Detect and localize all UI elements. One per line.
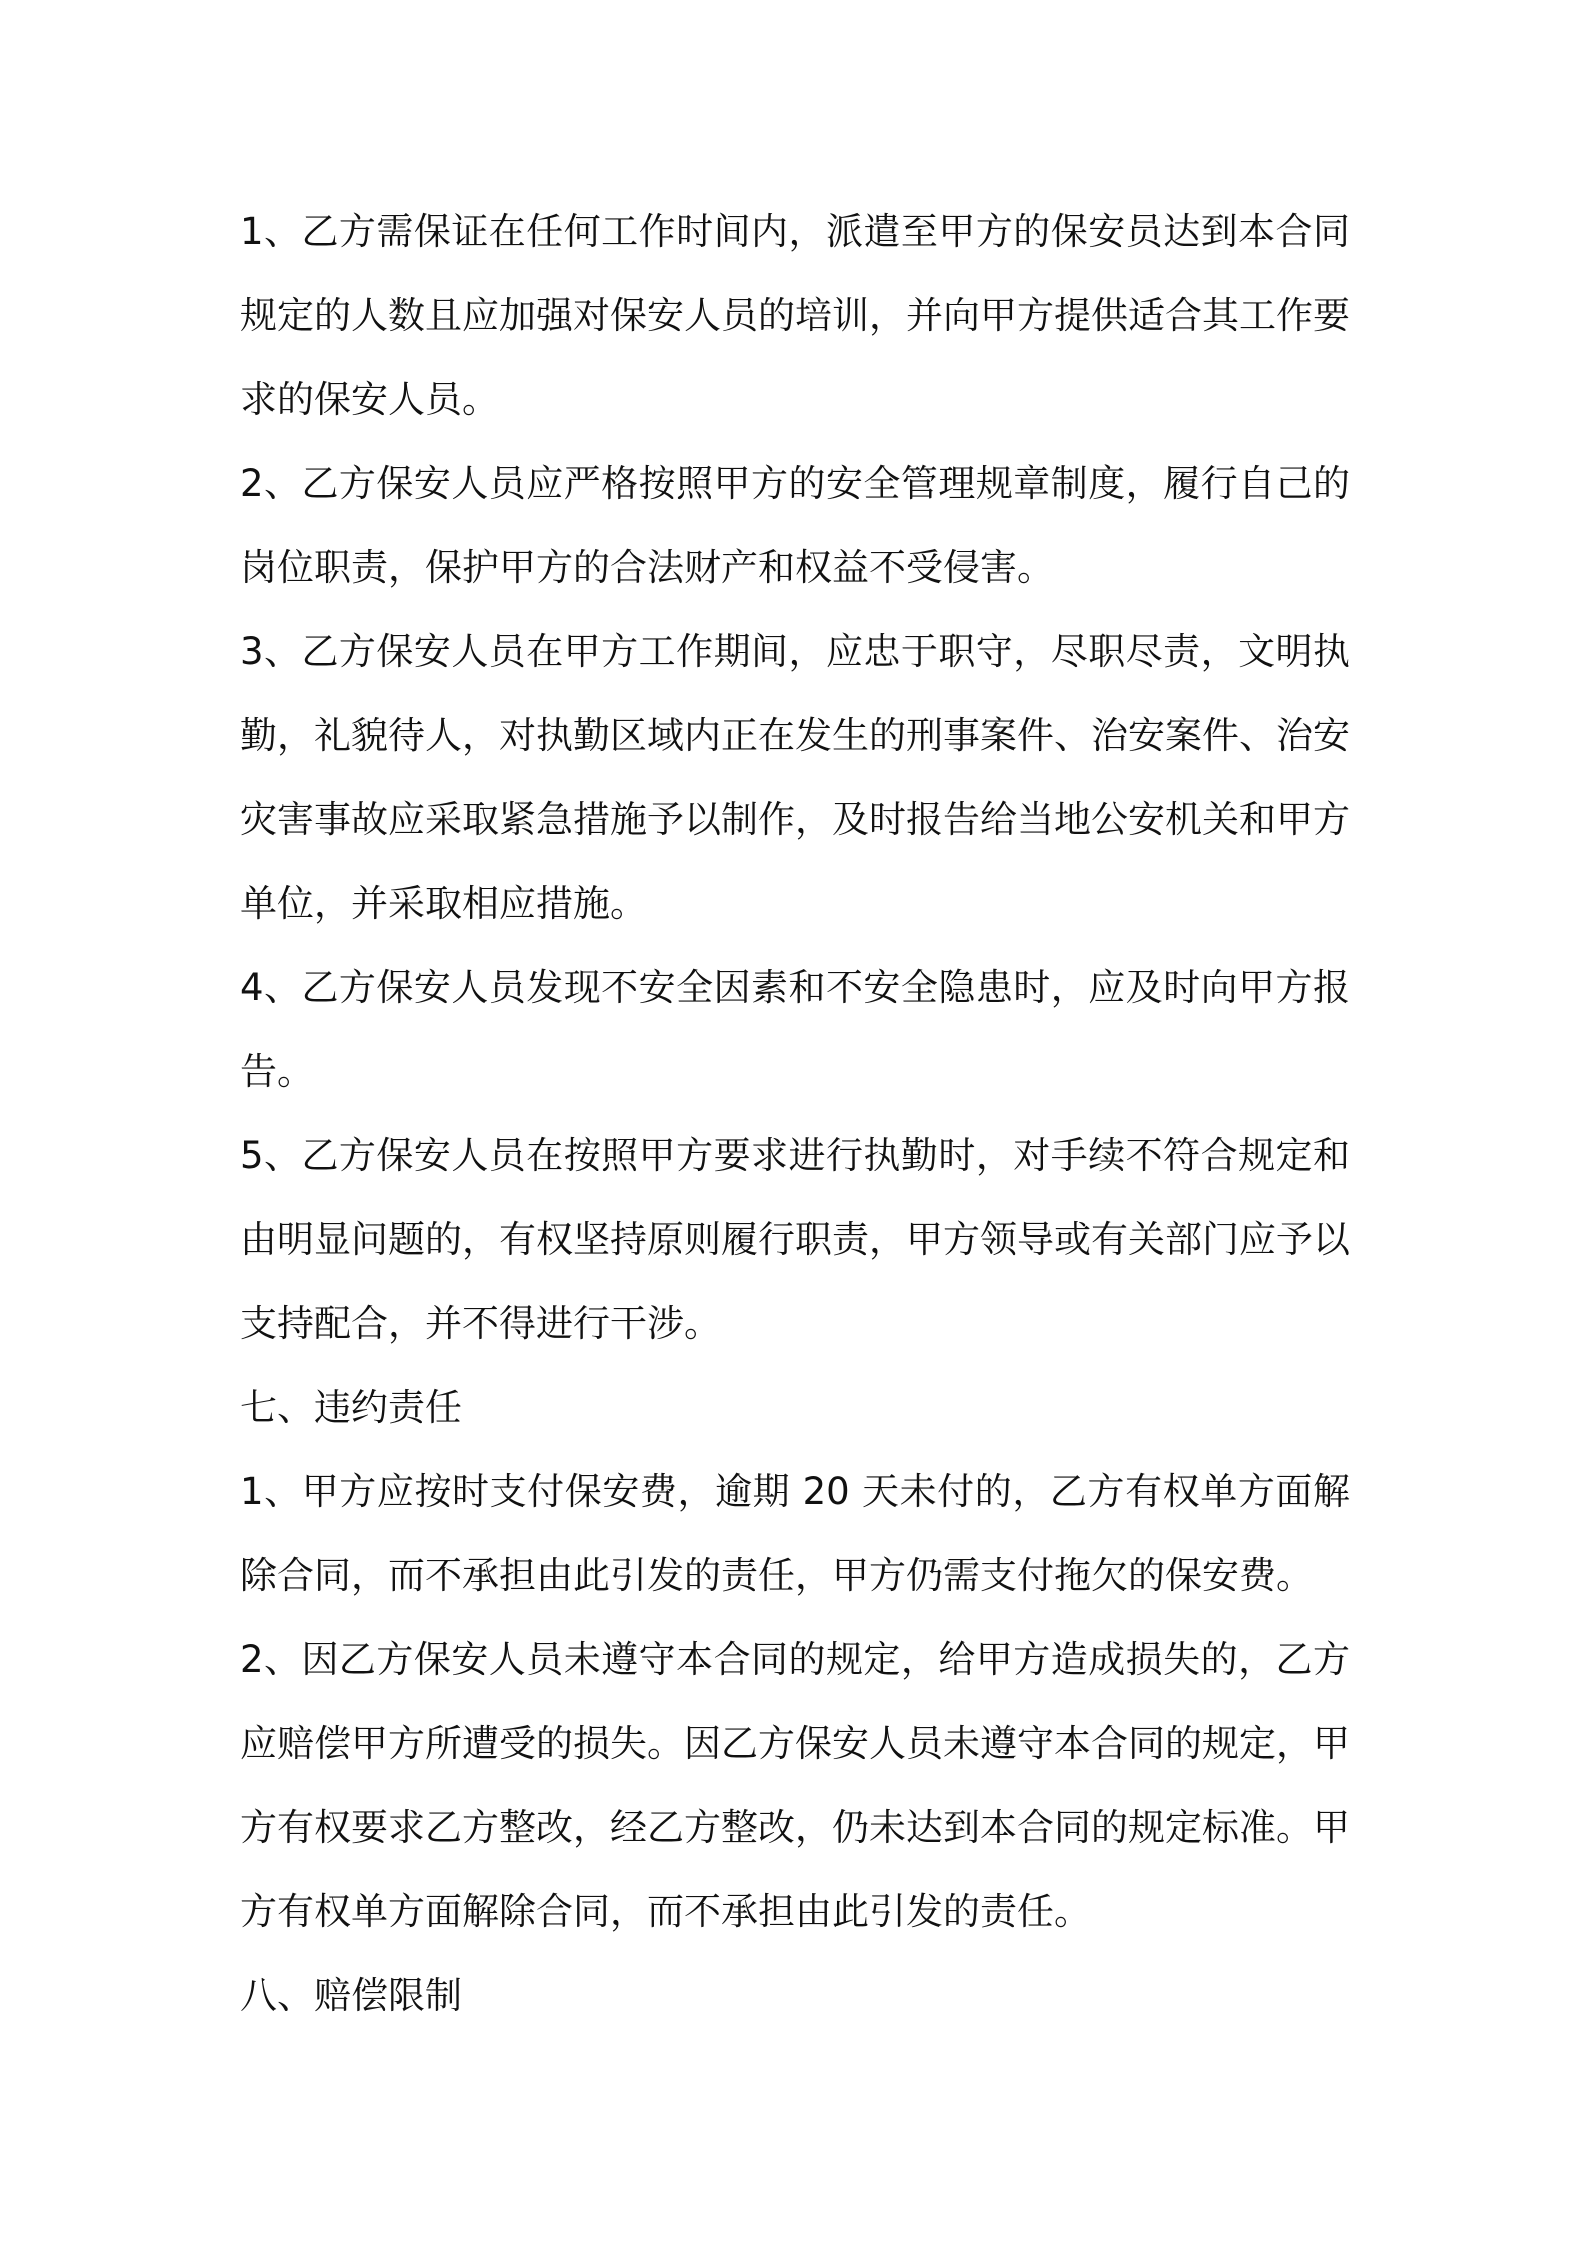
text-line: 3、乙方保安人员在甲方工作期间，应忠于职守，尽职尽责，文明执 (240, 630, 1350, 673)
text-line: 灾害事故应采取紧急措施予以制作，及时报告给当地公安机关和甲方 (240, 798, 1350, 841)
text-line: 方有权单方面解除合同，而不承担由此引发的责任。 (240, 1890, 1091, 1933)
text-line: 岗位职责，保护甲方的合法财产和权益不受侵害。 (240, 546, 1054, 589)
text-line: 单位，并采取相应措施。 (240, 882, 647, 925)
text-line: 1、甲方应按时支付保安费，逾期 20 天未付的，乙方有权单方面解 (240, 1470, 1350, 1513)
section-heading: 七、违约责任 (240, 1386, 462, 1429)
text-line: 1、乙方需保证在任何工作时间内，派遣至甲方的保安员达到本合同 (240, 210, 1350, 253)
text-line: 2、乙方保安人员应严格按照甲方的安全管理规章制度，履行自己的 (240, 462, 1350, 505)
text-line: 5、乙方保安人员在按照甲方要求进行执勤时，对手续不符合规定和 (240, 1134, 1350, 1177)
text-line: 规定的人数且应加强对保安人员的培训，并向甲方提供适合其工作要 (240, 294, 1350, 337)
text-line: 由明显问题的，有权坚持原则履行职责，甲方领导或有关部门应予以 (240, 1218, 1350, 1261)
text-line: 除合同，而不承担由此引发的责任，甲方仍需支付拖欠的保安费。 (240, 1554, 1313, 1597)
text-line: 求的保安人员。 (240, 378, 499, 421)
text-line: 2、因乙方保安人员未遵守本合同的规定，给甲方造成损失的，乙方 (240, 1638, 1350, 1681)
text-line: 告。 (240, 1050, 314, 1093)
text-line: 勤，礼貌待人，对执勤区域内正在发生的刑事案件、治安案件、治安 (240, 714, 1350, 757)
document-body (240, 190, 1350, 2038)
text-line: 支持配合，并不得进行干涉。 (240, 1302, 721, 1345)
text-line: 4、乙方保安人员发现不安全因素和不安全隐患时，应及时向甲方报 (240, 966, 1350, 1009)
text-line: 应赔偿甲方所遭受的损失。因乙方保安人员未遵守本合同的规定，甲 (240, 1722, 1350, 1765)
section-heading: 八、赔偿限制 (240, 1974, 462, 2017)
text-line: 方有权要求乙方整改，经乙方整改，仍未达到本合同的规定标准。甲 (240, 1806, 1350, 1849)
